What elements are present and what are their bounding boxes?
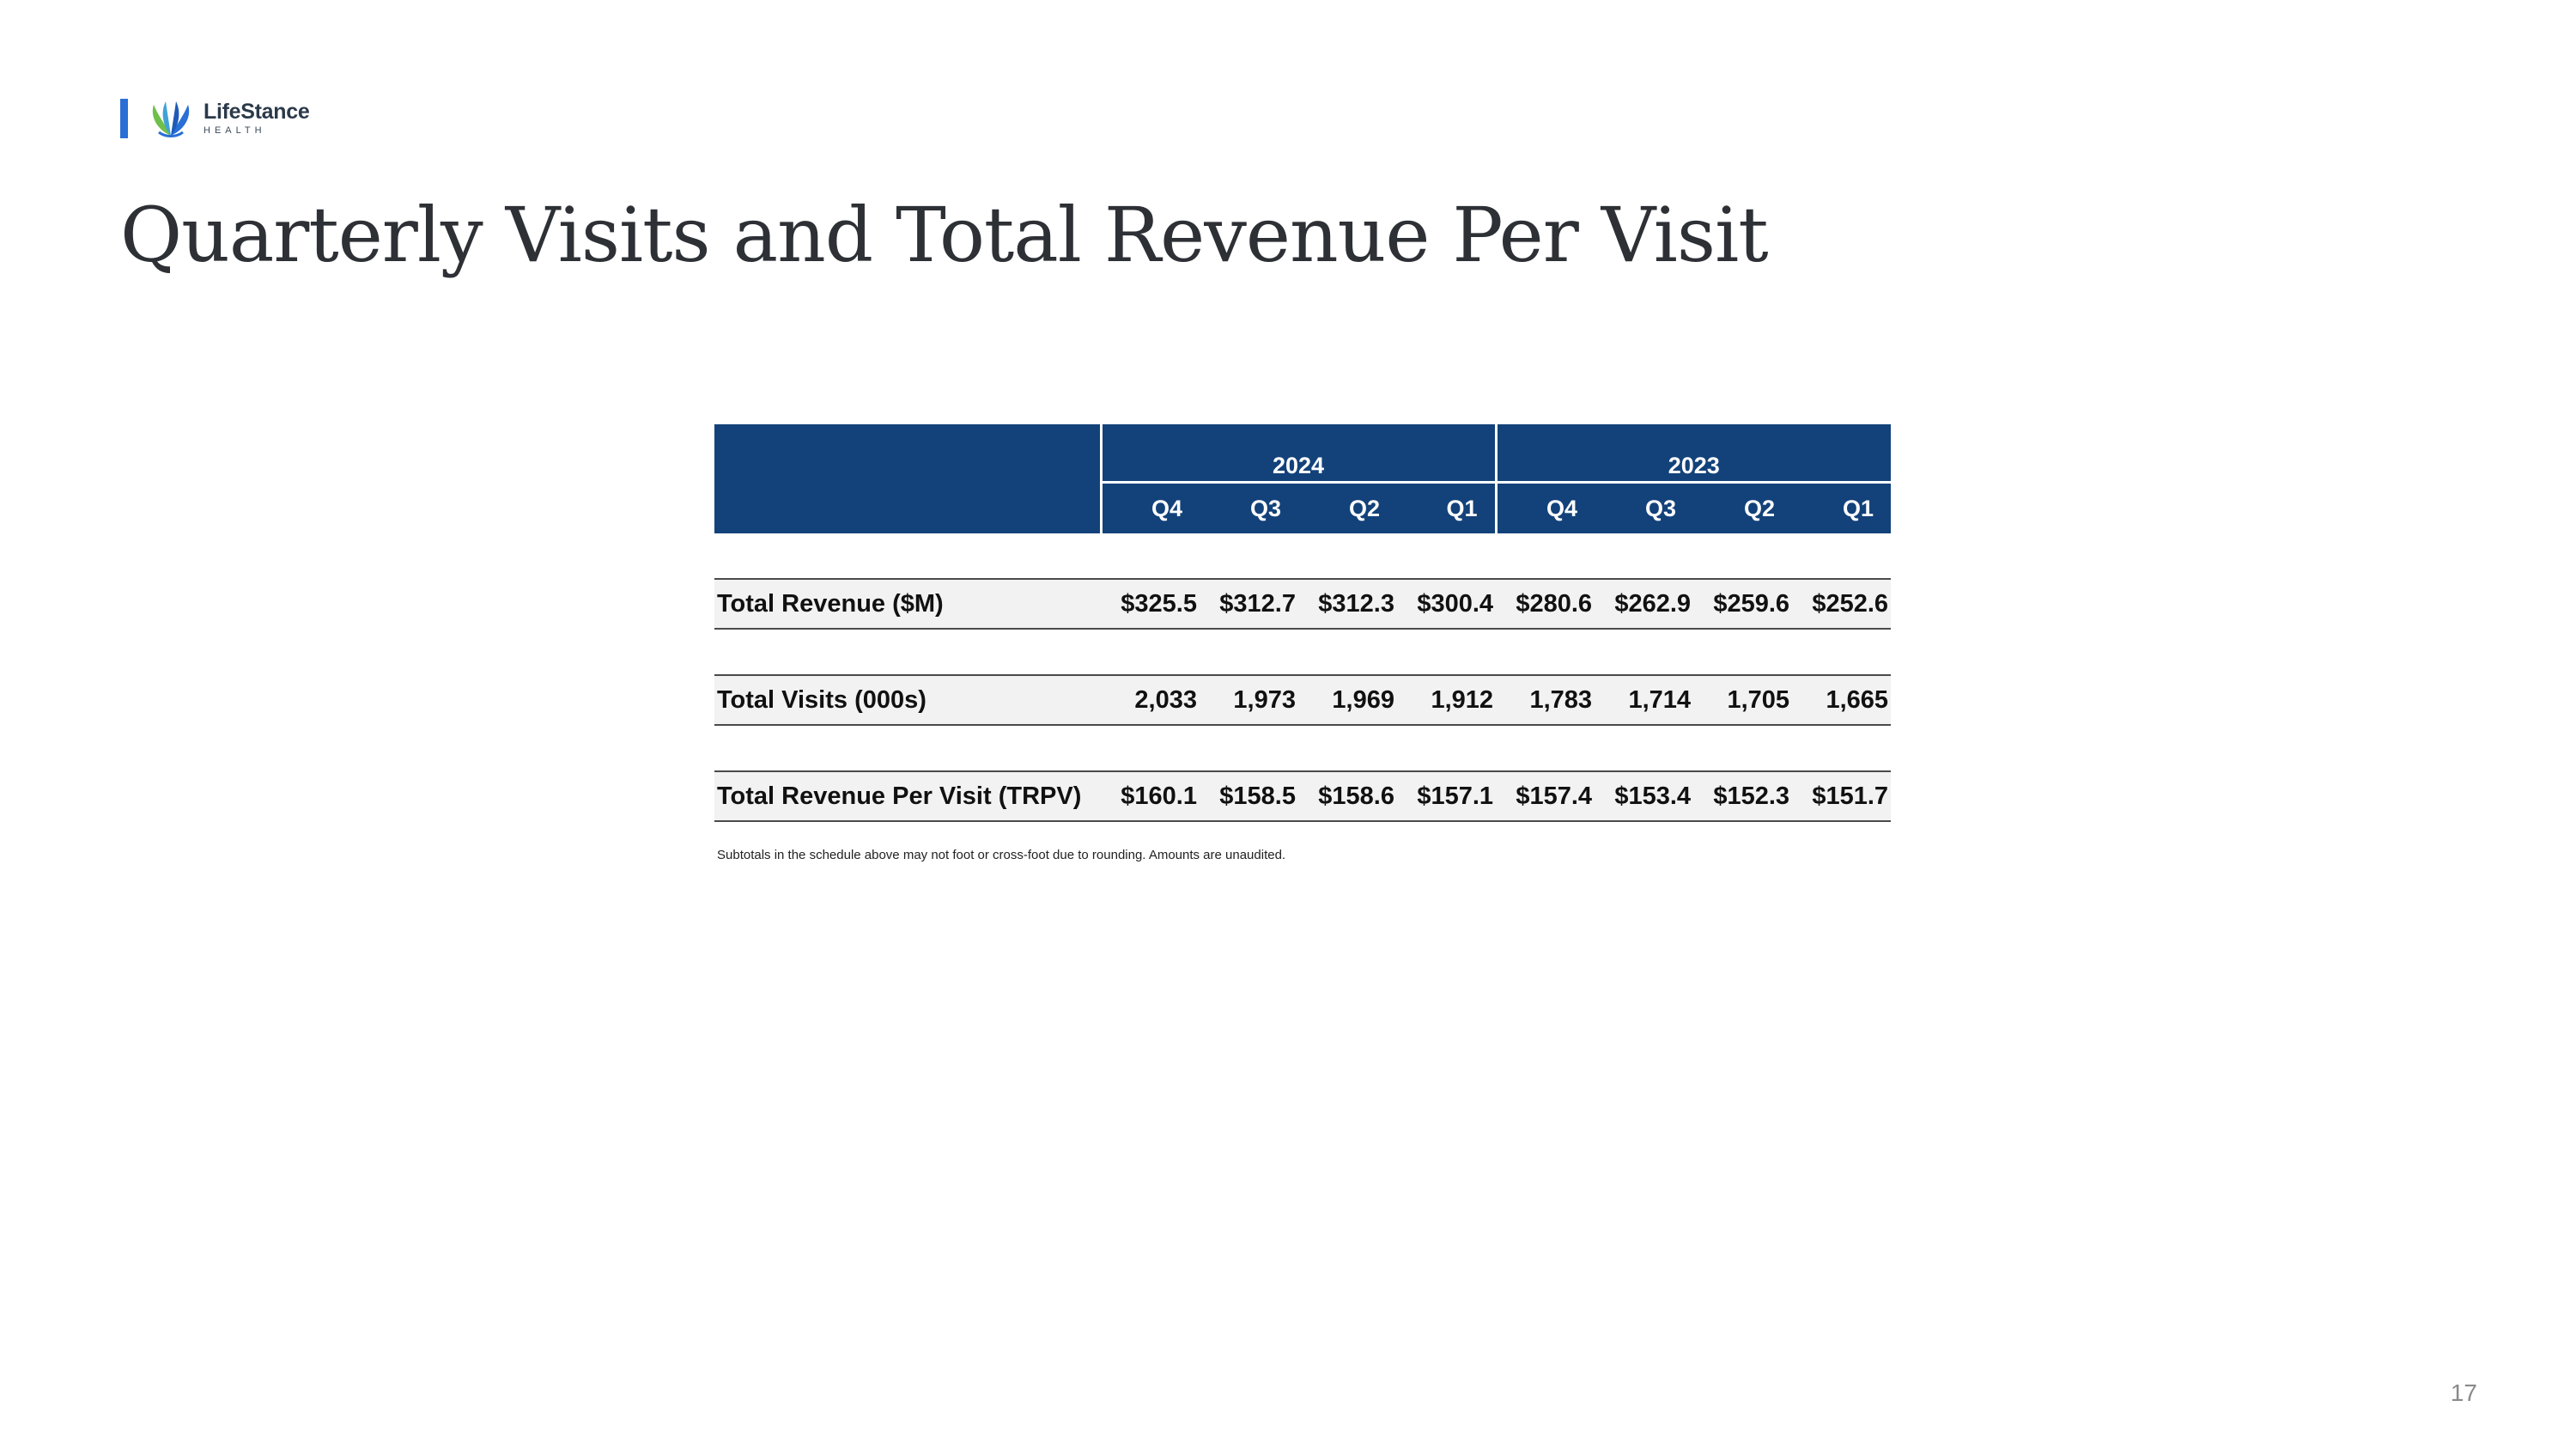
spacer-row	[714, 629, 1891, 675]
table-cell: $312.3	[1298, 579, 1397, 629]
year-header-2024: 2024	[1101, 424, 1496, 483]
quarter-header: Q2	[1298, 483, 1397, 534]
table-cell: $152.3	[1693, 771, 1792, 821]
quarter-header: Q1	[1397, 483, 1496, 534]
logo-name: LifeStance	[204, 100, 310, 124]
table-cell: $280.6	[1496, 579, 1595, 629]
header-blank-cell	[714, 424, 1101, 533]
table-cell: $157.1	[1397, 771, 1496, 821]
lotus-logo-icon	[147, 94, 195, 143]
company-logo	[120, 94, 309, 143]
table-cell: 1,973	[1200, 675, 1298, 725]
quarter-header: Q2	[1693, 483, 1792, 534]
quarter-header: Q3	[1200, 483, 1298, 534]
logo-subtitle: HEALTH	[204, 125, 266, 136]
quarter-header: Q4	[1496, 483, 1595, 534]
table-cell: $160.1	[1101, 771, 1200, 821]
logo-accent-bar	[120, 99, 128, 138]
table-cell: $252.6	[1792, 579, 1891, 629]
spacer-row	[714, 725, 1891, 771]
table-cell: 2,033	[1101, 675, 1200, 725]
table-cell: 1,912	[1397, 675, 1496, 725]
page-title: Quarterly Visits and Total Revenue Per Visit	[120, 191, 1768, 279]
year-header-row	[714, 424, 1891, 483]
table-cell: 1,705	[1693, 675, 1792, 725]
table-cell: $300.4	[1397, 579, 1496, 629]
table-row-total-revenue	[714, 579, 1891, 629]
table-cell: $153.4	[1595, 771, 1693, 821]
spacer-row	[714, 533, 1891, 579]
table-row-total-visits	[714, 675, 1891, 725]
row-label: Total Visits (000s)	[714, 675, 1101, 725]
table-cell: $158.5	[1200, 771, 1298, 821]
table-cell: $325.5	[1101, 579, 1200, 629]
year-header-2023: 2023	[1496, 424, 1891, 483]
table-cell: $157.4	[1496, 771, 1595, 821]
table-footnote: Subtotals in the schedule above may not foot or cross-foot due to rounding. Amounts are unaudited.	[717, 848, 1286, 862]
table-cell: $259.6	[1693, 579, 1792, 629]
quarter-header: Q1	[1792, 483, 1891, 534]
table-cell: $262.9	[1595, 579, 1693, 629]
row-label: Total Revenue Per Visit (TRPV)	[714, 771, 1101, 821]
table-cell: $158.6	[1298, 771, 1397, 821]
table-cell: 1,783	[1496, 675, 1595, 725]
table-cell: 1,665	[1792, 675, 1891, 725]
quarter-header: Q4	[1101, 483, 1200, 534]
table-cell: $312.7	[1200, 579, 1298, 629]
table-row-trpv	[714, 771, 1891, 821]
row-label: Total Revenue ($M)	[714, 579, 1101, 629]
table-cell: $151.7	[1792, 771, 1891, 821]
table-cell: 1,969	[1298, 675, 1397, 725]
quarter-header: Q3	[1595, 483, 1693, 534]
quarterly-metrics-table	[714, 424, 1891, 822]
page-number: 17	[2450, 1379, 2477, 1406]
table-cell: 1,714	[1595, 675, 1693, 725]
metrics-table-container	[714, 424, 1891, 862]
